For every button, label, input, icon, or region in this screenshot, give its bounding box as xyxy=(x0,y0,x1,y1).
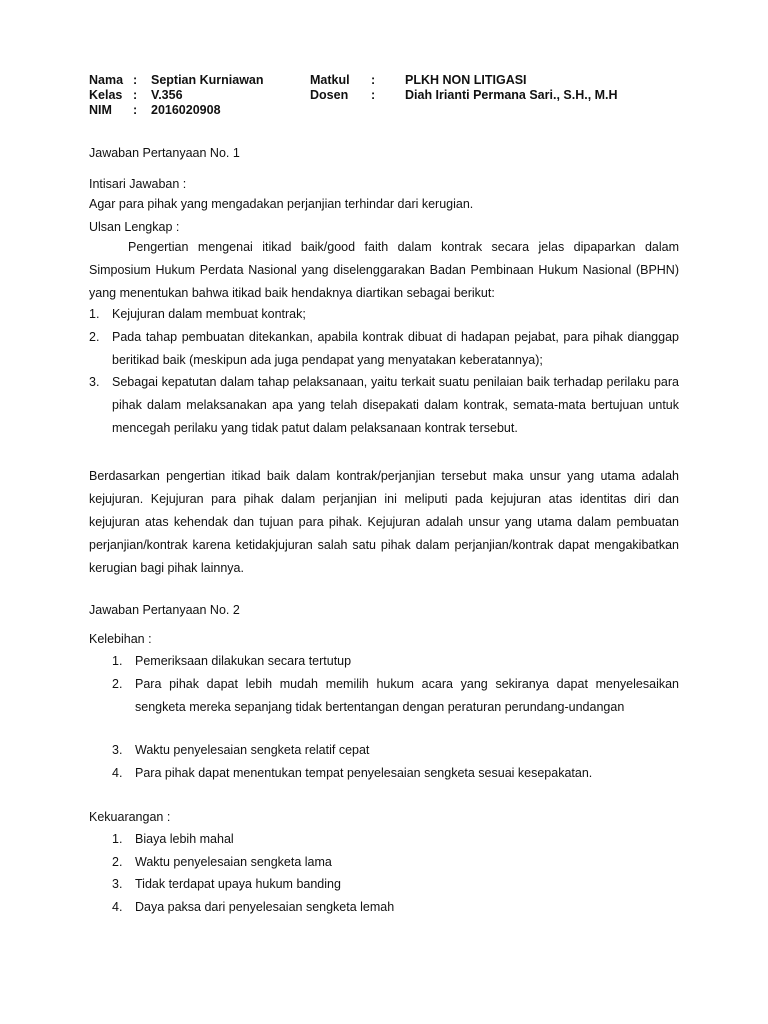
q2-cons-item xyxy=(112,896,679,919)
list-number: 1. xyxy=(112,832,123,846)
header-label-lecturer: Dosen xyxy=(310,88,349,102)
list-item-text: Waktu penyelesaian sengketa lama xyxy=(135,855,332,869)
q1-summary-text: Agar para pihak yang mengadakan perjanjian terhindar dari kerugian. xyxy=(89,197,474,211)
header-value-course: PLKH NON LITIGASI xyxy=(405,73,527,87)
list-number: 3. xyxy=(89,375,100,389)
list-item-text: Kejujuran dalam membuat kontrak; xyxy=(112,307,306,321)
header-value-nim: 2016020908 xyxy=(151,103,221,117)
list-item-text: Daya paksa dari penyelesaian sengketa lemah xyxy=(135,900,395,914)
list-number: 3. xyxy=(112,743,123,757)
list-item-text: Biaya lebih mahal xyxy=(135,832,234,846)
list-number: 1. xyxy=(112,654,123,668)
list-item-text: Para pihak dapat lebih mudah memilih hukum acara yang sekiranya dapat menyelesaikan sengketa mereka sepanjang tidak bertentangan dengan peraturan perundang-undangan xyxy=(135,677,679,714)
list-number: 1. xyxy=(89,307,100,321)
q2-cons-label: Kekuarangan : xyxy=(89,810,171,824)
header-label-name: Nama xyxy=(89,73,124,87)
header-label-nim: NIM xyxy=(89,103,112,117)
q2-pros-item xyxy=(112,650,679,673)
q1-list-item xyxy=(89,326,679,372)
q1-heading: Jawaban Pertanyaan No. 1 xyxy=(89,146,240,160)
list-number: 2. xyxy=(89,330,100,344)
q2-pros-item xyxy=(112,739,679,762)
header-colon: : xyxy=(133,73,138,87)
list-item-text: Sebagai kepatutan dalam tahap pelaksanaan, yaitu terkait suatu penilaian baik terhadap perilaku para pihak dalam melaksanakan apa yang telah disepakati dalam kontrak, semata-mata bertujuan untuk mencegah perilaku yang tidak patut dalam pelaksanaan kontrak tersebut. xyxy=(112,375,679,435)
list-item-text: Tidak terdapat upaya hukum banding xyxy=(135,877,341,891)
q2-cons-item xyxy=(112,851,679,874)
header-colon: : xyxy=(371,88,376,102)
q2-cons-item xyxy=(112,828,679,851)
q2-heading: Jawaban Pertanyaan No. 2 xyxy=(89,603,240,617)
list-number: 2. xyxy=(112,855,123,869)
header-value-class: V.356 xyxy=(151,88,183,102)
header-label-class: Kelas xyxy=(89,88,123,102)
q1-conclusion-paragraph: Berdasarkan pengertian itikad baik dalam kontrak/perjanjian tersebut maka unsur yang utama adalah kejujuran. Kejujuran para pihak dalam perjanjian ini meliputi pada kejujuran atas identitas diri dan kejujuran atas kehendak dan tujuan para pihak. Kejujuran adalah unsur yang utama dalam pembuatan perjanjian/kontrak karena ketidakjujuran salah satu pihak dalam perjanjian/kontrak dapat mengakibatkan kerugian bagi pihak lainnya. xyxy=(89,469,679,575)
header-colon: : xyxy=(133,103,138,117)
list-number: 4. xyxy=(112,766,123,780)
q1-list-item xyxy=(89,303,679,326)
header-value-name: Septian Kurniawan xyxy=(151,73,264,87)
q2-pros-label: Kelebihan : xyxy=(89,632,152,646)
q2-pros-item xyxy=(112,673,679,742)
q2-cons-item xyxy=(112,873,679,896)
q1-full-answer-label: Ulsan Lengkap : xyxy=(89,220,180,234)
list-number: 3. xyxy=(112,877,123,891)
list-number: 2. xyxy=(112,677,123,691)
header-label-course: Matkul xyxy=(310,73,350,87)
list-item-text: Waktu penyelesaian sengketa relatif cepat xyxy=(135,743,370,757)
list-item-text: Pada tahap pembuatan ditekankan, apabila kontrak dibuat di hadapan pejabat, para pihak dianggap beritikad baik (meskipun ada juga pendapat yang menyatakan keberatannya); xyxy=(112,330,679,367)
header-colon: : xyxy=(371,73,376,87)
q1-intro-paragraph: Pengertian mengenai itikad baik/good faith dalam kontrak secara jelas dipaparkan dalam Simposium Hukum Perdata Nasional yang diselenggarakan Badan Pembinaan Hukum Nasional (BPHN) yang menentukan bahwa itikad baik hendaknya diartikan sebagai berikut: xyxy=(89,240,679,300)
list-item-text: Pemeriksaan dilakukan secara tertutup xyxy=(135,654,352,668)
q2-pros-item xyxy=(112,762,679,785)
header-value-lecturer: Diah Irianti Permana Sari., S.H., M.H xyxy=(405,88,618,102)
list-item-text: Para pihak dapat menentukan tempat penyelesaian sengketa sesuai kesepakatan. xyxy=(135,766,593,780)
q1-list-item xyxy=(89,371,679,461)
header-colon: : xyxy=(133,88,138,102)
list-number: 4. xyxy=(112,900,123,914)
q1-summary-label: Intisari Jawaban : xyxy=(89,177,187,191)
